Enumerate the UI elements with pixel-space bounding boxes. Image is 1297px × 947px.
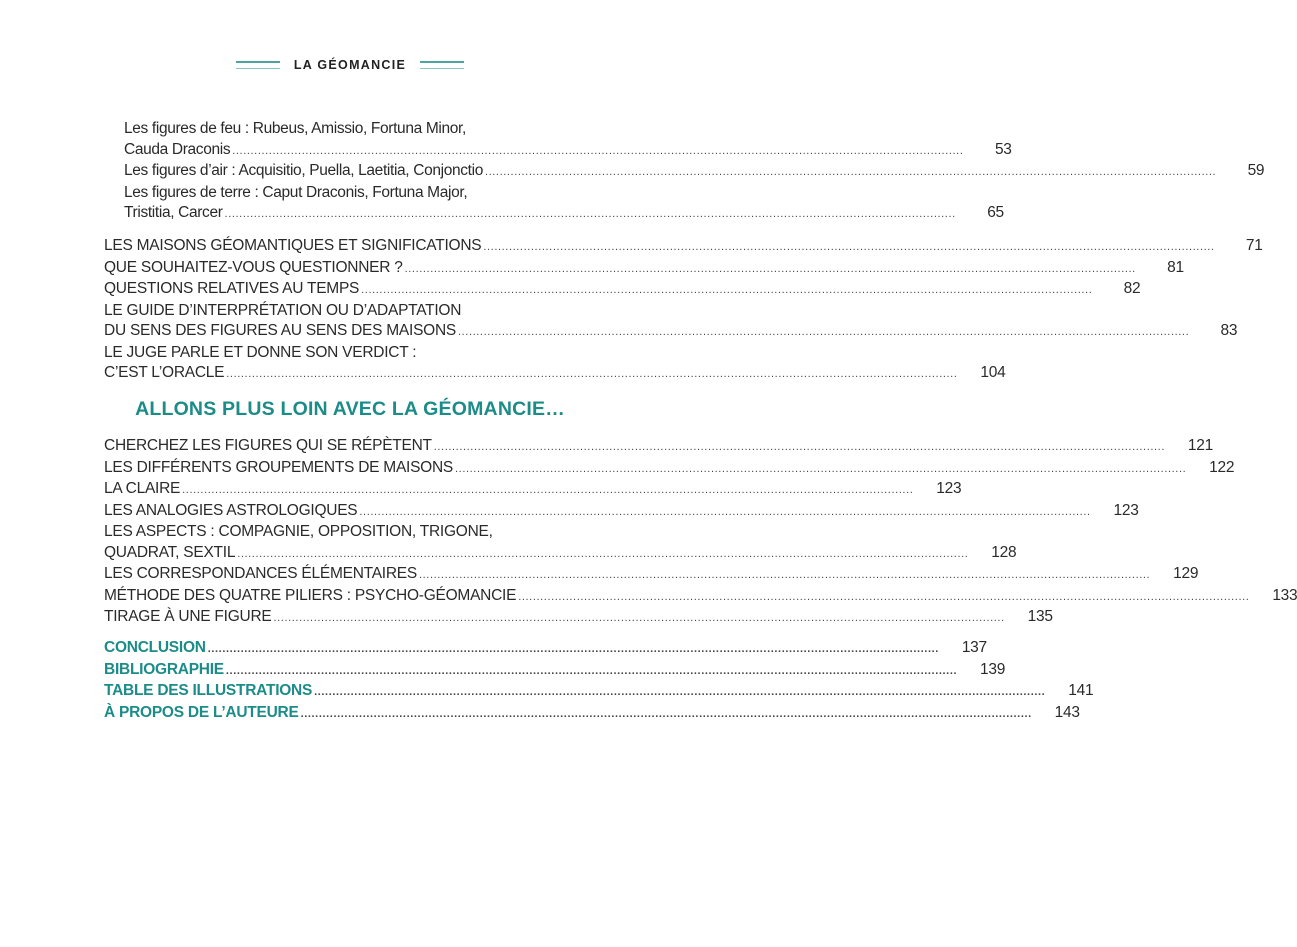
dot-leader: ........................................................................................................................................................................................................ [232,144,964,157]
page-number: 137 [961,639,987,656]
dot-leader: ........................................................................................................................................................................................................ [433,441,1165,453]
toc-entry-line [104,140,1012,162]
toc-entry-line [104,258,1184,280]
toc-entry-title: TIRAGE À UNE FIGURE [104,608,272,625]
toc-entry[interactable] [104,660,1006,682]
toc-entry-line [104,458,1235,480]
toc-entry[interactable] [104,479,962,501]
decorative-rule-left [236,61,280,69]
toc-entry-line [104,638,987,660]
toc-entry-line [104,436,1213,458]
page-number: 123 [936,480,962,497]
toc-entry[interactable] [104,522,1017,564]
section-heading: ALLONS PLUS LOIN AVEC LA GÉOMANCIE… [135,398,565,420]
toc-entry[interactable] [104,607,1053,629]
toc-entry[interactable] [104,638,987,660]
toc-entry[interactable] [104,161,1265,183]
toc-entry-line [104,279,1141,301]
dot-leader: ........................................................................................................................................................................................................ [359,505,1091,518]
page-number: 143 [1054,703,1080,721]
page-number: 82 [1123,280,1141,297]
toc-entry[interactable] [104,681,1094,703]
dot-leader: ........................................................................................................................................................................................................ [404,262,1136,275]
decorative-rule-right [420,61,464,69]
dot-leader: ........................................................................................................................................................................................................ [224,208,956,220]
page-number: 81 [1167,258,1184,276]
toc-entry-line [104,479,962,501]
dot-leader: ........................................................................................................................................................................................................ [483,241,1215,253]
dot-leader: ........................................................................................................................................................................................................ [458,326,1190,338]
toc-entry-line [104,321,1238,343]
dot-leader: ........................................................................................................................................................................................................ [455,462,1187,475]
toc-entry-title: Les figures d’air : Acquisitio, Puella, Laetitia, Conjonctio [124,162,483,179]
toc-entry-title: Cauda Draconis [124,140,231,158]
page-number: 53 [994,140,1012,158]
page-number: 133 [1272,586,1297,604]
toc-entry-title: TABLE DES ILLUSTRATIONS [104,682,313,699]
toc-entry-title: C’EST L’ORACLE [104,364,225,381]
toc-entry[interactable] [104,343,1006,385]
toc-entry[interactable] [104,586,1297,608]
toc-entry-line [104,363,1006,385]
dot-leader: ........................................................................................................................................................................................................ [518,590,1250,603]
toc-entry[interactable] [104,501,1139,523]
toc-entry-title: DU SENS DES FIGURES AU SENS DES MAISONS [104,322,456,339]
toc-entry[interactable] [104,436,1213,458]
toc-entry-title: CONCLUSION [104,639,206,656]
page-number: 59 [1247,162,1265,179]
toc-entry-line [104,343,597,364]
toc-entry-line [104,119,597,140]
toc-entry[interactable] [104,301,1238,343]
page-number: 129 [1173,565,1199,582]
page-number: 135 [1027,608,1053,625]
toc-entry-title: QUESTIONS RELATIVES AU TEMPS [104,280,360,297]
toc-entry-title: LA CLAIRE [104,480,181,497]
toc-entry-title: LES CORRESPONDANCES ÉLÉMENTAIRES [104,565,417,582]
toc-entry-title: LE JUGE PARLE ET DONNE SON VERDICT : [104,343,417,361]
toc-entry-line [104,183,597,204]
running-header [0,58,700,72]
page-number: 65 [987,204,1004,221]
toc-entry-line [104,660,1006,682]
page-number: 121 [1187,437,1213,454]
toc-entry-title: BIBLIOGRAPHIE [104,660,224,678]
toc-entry-line [104,681,1094,703]
toc-entry-title: LES DIFFÉRENTS GROUPEMENTS DE MAISONS [104,458,454,476]
toc-entry-title: LES MAISONS GÉOMANTIQUES ET SIGNIFICATIONS [104,237,482,254]
toc-entry-line [104,203,1004,225]
dot-leader: ........................................................................................................................................................................................................ [182,484,914,496]
toc-entry-title: Les figures de feu : Rubeus, Amissio, Fortuna Minor, [124,120,466,137]
toc-entry-line [104,543,1017,565]
toc-entry[interactable] [104,119,1012,161]
dot-leader: ........................................................................................................................................................................................................ [237,547,969,560]
toc-entry-title: Tristitia, Carcer [124,204,223,221]
toc-entry-title: Les figures de terre : Caput Draconis, Fortuna Major, [124,183,468,201]
toc-entry-line [104,236,1263,258]
dot-leader: ........................................................................................................................................................................................................ [273,612,1005,624]
toc-subentries [104,119,1265,225]
toc-entry[interactable] [104,458,1235,480]
toc-entry-line [104,607,1053,629]
page-number: 123 [1113,501,1139,519]
toc-entry[interactable] [104,258,1184,280]
dot-leader: ........................................................................................................................................................................................................ [225,664,958,677]
toc-further-entries [104,436,1297,629]
page-number: 128 [991,543,1017,561]
toc-entry[interactable] [104,564,1199,586]
toc-entry-line [104,586,1297,608]
toc-entry-title: À PROPOS DE L’AUTEURE [104,703,299,721]
toc-entry[interactable] [104,279,1141,301]
toc-back-matter [104,638,1094,724]
dot-leader: ........................................................................................................................................................................................................ [226,368,958,380]
toc-main-entries [104,236,1263,385]
dot-leader: ........................................................................................................................................................................................................ [300,707,1032,720]
toc-entry-title: QUADRAT, SEXTIL [104,543,236,561]
page-number: 141 [1068,682,1094,699]
page-number: 71 [1245,237,1263,254]
toc-entry-title: MÉTHODE DES QUATRE PILIERS : PSYCHO-GÉOMANCIE [104,586,517,604]
page-number: 122 [1209,458,1235,476]
toc-entry-line [104,301,597,322]
page-number: 139 [980,660,1006,678]
toc-entry-line [104,564,1199,586]
toc-entry[interactable] [104,183,1004,225]
toc-entry-line [104,161,1265,183]
dot-leader: ........................................................................................................................................................................................................ [314,686,1046,698]
toc-entry-title: QUE SOUHAITEZ-VOUS QUESTIONNER ? [104,258,403,276]
toc-entry-title: LE GUIDE D’INTERPRÉTATION OU D’ADAPTATION [104,301,462,319]
toc-entry[interactable] [104,703,1080,725]
toc-entry-title: LES ANALOGIES ASTROLOGIQUES [104,501,358,519]
dot-leader: ........................................................................................................................................................................................................ [484,166,1217,178]
running-title: LA GÉOMANCIE [293,58,407,72]
page-number: 83 [1220,322,1238,339]
toc-entry-line [104,703,1080,725]
page-number: 104 [980,364,1006,381]
toc-entry-line [104,501,1139,523]
dot-leader: ........................................................................................................................................................................................................ [418,569,1151,581]
toc-entry-title: CHERCHEZ LES FIGURES QUI SE RÉPÈTENT [104,437,432,454]
toc-entry-title: LES ASPECTS : COMPAGNIE, OPPOSITION, TRIGONE, [104,523,493,540]
toc-entry[interactable] [104,236,1263,258]
dot-leader: ........................................................................................................................................................................................................ [207,643,939,655]
toc-entry-line [104,522,597,543]
dot-leader: ........................................................................................................................................................................................................ [361,284,1093,296]
